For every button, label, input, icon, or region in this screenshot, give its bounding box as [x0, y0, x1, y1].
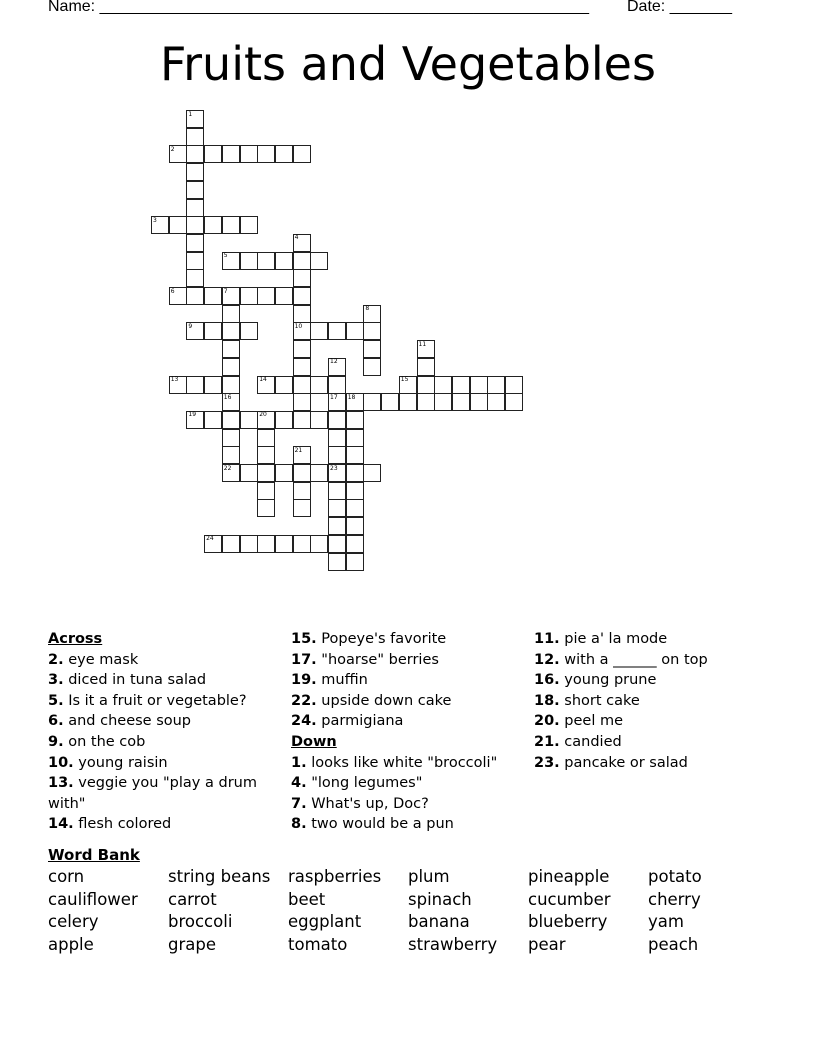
grid-cell[interactable]	[257, 482, 275, 500]
down-clue	[534, 650, 774, 671]
down-clue	[534, 753, 774, 774]
clue-text: "hoarse" berries	[321, 651, 439, 668]
clue-number: 5	[223, 252, 228, 260]
clue-number: 21	[294, 446, 303, 454]
grid-cell[interactable]	[452, 393, 470, 411]
grid-cell[interactable]	[363, 322, 381, 340]
across-clue	[48, 814, 288, 835]
grid-cell[interactable]	[293, 269, 311, 287]
grid-cell[interactable]	[222, 535, 240, 553]
clue-text: young raisin	[78, 754, 168, 771]
grid-cell[interactable]	[293, 145, 311, 163]
grid-cell[interactable]	[204, 287, 222, 305]
grid-cell[interactable]	[257, 287, 275, 305]
grid-cell[interactable]	[186, 269, 204, 287]
grid-cell[interactable]	[186, 145, 204, 163]
word-bank-item: banana	[408, 912, 470, 932]
word-bank-item: broccoli	[168, 912, 233, 932]
clue-text: eye mask	[68, 651, 139, 668]
grid-cell[interactable]	[186, 287, 204, 305]
grid-cell[interactable]	[328, 553, 346, 571]
clue-text: pie a' la mode	[564, 631, 668, 647]
grid-cell[interactable]	[293, 358, 311, 376]
grid-cell[interactable]	[257, 429, 275, 447]
grid-cell[interactable]	[363, 393, 381, 411]
grid-cell[interactable]	[293, 411, 311, 429]
word-bank-item: blueberry	[528, 912, 608, 932]
clue-number: 7.	[291, 795, 307, 812]
clue-text: Popeye's favorite	[321, 631, 447, 647]
grid-cell[interactable]	[310, 376, 328, 394]
grid-cell[interactable]	[222, 376, 240, 394]
clue-number: 16	[223, 393, 232, 401]
clue-number: 14	[259, 376, 267, 383]
grid-cell[interactable]	[293, 340, 311, 358]
grid-cell[interactable]	[346, 517, 364, 535]
clue-number: 22.	[291, 692, 317, 709]
clue-text: upside down cake	[321, 692, 452, 709]
clue-number: 10	[294, 322, 303, 330]
grid-cell[interactable]	[310, 464, 328, 482]
date-label: Date:	[627, 0, 666, 15]
grid-cell[interactable]	[240, 287, 258, 305]
clue-number: 1	[188, 110, 193, 118]
grid-cell[interactable]	[399, 393, 417, 411]
grid-cell[interactable]	[293, 482, 311, 500]
clues-column-1	[48, 629, 288, 835]
grid-cell[interactable]	[487, 376, 505, 394]
grid-cell[interactable]	[240, 322, 258, 340]
name-label: Name:	[48, 0, 96, 15]
word-bank-heading: Word Bank	[48, 846, 140, 864]
grid-cell[interactable]	[222, 305, 240, 323]
grid-cell[interactable]	[434, 393, 452, 411]
grid-cell[interactable]	[505, 393, 523, 411]
down-clue	[534, 732, 774, 753]
clue-number: 13.	[48, 775, 74, 792]
clue-number: 20.	[534, 713, 560, 730]
grid-cell[interactable]	[222, 340, 240, 358]
clue-number: 15.	[291, 631, 317, 647]
clue-number: 12.	[534, 651, 560, 668]
clue-number: 2	[170, 145, 175, 153]
clue-text: on the cob	[68, 733, 146, 750]
down-heading: Down	[291, 733, 337, 750]
grid-cell[interactable]	[417, 358, 435, 376]
grid-cell[interactable]	[275, 411, 293, 429]
grid-cell[interactable]	[186, 252, 204, 270]
grid-cell[interactable]	[240, 252, 258, 270]
across-clue	[291, 711, 531, 732]
word-bank-item: corn	[48, 867, 85, 886]
grid-cell[interactable]	[293, 393, 311, 411]
clue-number: 21.	[534, 733, 560, 750]
word-bank-item: potato	[648, 867, 702, 886]
down-clue	[291, 794, 531, 815]
down-clue	[291, 753, 531, 774]
clue-number: 12	[330, 358, 338, 366]
clue-text: young prune	[564, 672, 657, 689]
clue-text: diced in tuna salad	[68, 672, 207, 689]
grid-cell[interactable]	[293, 305, 311, 323]
grid-cell[interactable]	[346, 429, 364, 447]
name-line: _______________________________________________________	[99, 0, 589, 15]
grid-cell[interactable]	[470, 376, 488, 394]
grid-cell[interactable]	[310, 411, 328, 429]
grid-cell[interactable]	[310, 535, 328, 553]
grid-cell[interactable]	[346, 499, 364, 517]
across-clue	[48, 670, 288, 691]
grid-cell[interactable]	[204, 376, 222, 394]
across-clue	[48, 732, 288, 753]
word-bank-item: spinach	[408, 889, 472, 909]
clue-text: short cake	[564, 692, 640, 709]
grid-cell[interactable]	[470, 393, 488, 411]
grid-cell[interactable]	[381, 393, 399, 411]
clue-text: "long legumes"	[311, 775, 423, 792]
clue-text: veggie you "play a drum with"	[48, 775, 257, 812]
word-bank-item: raspberries	[288, 867, 382, 886]
clue-number: 8.	[291, 816, 307, 833]
grid-cell[interactable]	[222, 216, 240, 234]
clue-text: Is it a fruit or vegetable?	[68, 692, 247, 709]
name-field[interactable]	[48, 0, 589, 16]
clues-column-2	[291, 629, 531, 835]
grid-cell[interactable]	[257, 499, 275, 517]
down-clue	[291, 773, 531, 794]
down-clue	[534, 629, 774, 650]
grid-cell[interactable]	[346, 322, 364, 340]
clue-number: 24	[206, 535, 214, 543]
across-clue	[48, 691, 288, 712]
clue-number: 20	[259, 411, 267, 419]
grid-cell[interactable]	[275, 287, 293, 305]
across-clue	[48, 753, 288, 774]
grid-cell[interactable]	[204, 216, 222, 234]
clue-number: 11.	[534, 631, 560, 647]
clue-number: 7	[223, 287, 228, 295]
clue-number: 22	[223, 464, 232, 472]
down-clue	[534, 670, 774, 691]
grid-cell[interactable]	[204, 411, 222, 429]
grid-cell[interactable]	[293, 252, 311, 270]
grid-cell[interactable]	[328, 429, 346, 447]
clue-number: 6	[170, 287, 175, 295]
grid-cell[interactable]	[204, 322, 222, 340]
clue-text: What's up, Doc?	[311, 795, 429, 812]
grid-cell[interactable]	[434, 376, 452, 394]
clue-number: 1.	[291, 754, 307, 771]
across-heading: Across	[48, 631, 103, 647]
clue-number: 13	[170, 376, 179, 383]
page-title: Fruits and Vegetables	[160, 37, 656, 91]
clue-number: 3.	[48, 672, 64, 689]
grid-cell[interactable]	[275, 145, 293, 163]
grid-cell[interactable]	[240, 216, 258, 234]
grid-cell[interactable]	[222, 322, 240, 340]
clue-text: candied	[564, 733, 622, 750]
clue-number: 14.	[48, 816, 74, 833]
grid-cell[interactable]	[293, 464, 311, 482]
clue-text: with a ______ on top	[564, 651, 708, 668]
across-clue	[291, 670, 531, 691]
clue-number: 15	[400, 376, 409, 383]
grid-cell[interactable]	[487, 393, 505, 411]
clue-number: 9	[188, 322, 193, 330]
grid-cell[interactable]	[328, 322, 346, 340]
grid-cell[interactable]	[186, 163, 204, 181]
word-bank-item: cauliflower	[48, 889, 138, 909]
word-bank-item: pear	[528, 935, 566, 955]
grid-cell[interactable]	[186, 181, 204, 199]
grid-cell[interactable]	[328, 446, 346, 464]
word-bank-item: strawberry	[408, 935, 498, 955]
grid-cell[interactable]	[346, 464, 364, 482]
word-bank-item: cucumber	[528, 889, 611, 909]
grid-cell[interactable]	[186, 128, 204, 146]
grid-cell[interactable]	[257, 145, 275, 163]
grid-cell[interactable]	[346, 482, 364, 500]
grid-cell[interactable]	[257, 464, 275, 482]
grid-cell[interactable]	[204, 145, 222, 163]
grid-cell[interactable]	[363, 464, 381, 482]
word-bank-item: yam	[648, 912, 684, 932]
grid-cell[interactable]	[186, 234, 204, 252]
grid-cell[interactable]	[257, 446, 275, 464]
across-clue	[291, 650, 531, 671]
across-clue	[48, 711, 288, 732]
word-bank-item: pineapple	[528, 867, 610, 886]
clue-number: 4.	[291, 775, 307, 792]
clue-number: 23	[330, 464, 338, 472]
clue-text: looks like white "broccoli"	[311, 754, 498, 771]
clue-number: 2.	[48, 651, 64, 668]
clue-text: two would be a pun	[311, 816, 454, 833]
clue-number: 17	[330, 393, 338, 401]
word-bank-item: plum	[408, 867, 450, 886]
grid-cell[interactable]	[346, 553, 364, 571]
clue-text: flesh colored	[78, 816, 172, 833]
grid-cell[interactable]	[328, 499, 346, 517]
grid-cell[interactable]	[310, 252, 328, 270]
word-bank-item: tomato	[288, 935, 348, 955]
grid-cell[interactable]	[328, 517, 346, 535]
grid-cell[interactable]	[293, 535, 311, 553]
grid-cell[interactable]	[328, 411, 346, 429]
word-bank-item: cherry	[648, 889, 701, 909]
clue-number: 8	[365, 305, 370, 313]
grid-cell[interactable]	[293, 376, 311, 394]
across-clue	[48, 650, 288, 671]
grid-cell[interactable]	[417, 376, 435, 394]
grid-cell[interactable]	[310, 322, 328, 340]
grid-cell[interactable]	[169, 216, 187, 234]
grid-cell[interactable]	[417, 393, 435, 411]
grid-cell[interactable]	[363, 340, 381, 358]
grid-cell[interactable]	[222, 429, 240, 447]
date-field[interactable]	[627, 0, 732, 16]
grid-cell[interactable]	[186, 376, 204, 394]
grid-cell[interactable]	[275, 535, 293, 553]
grid-cell[interactable]	[222, 446, 240, 464]
grid-cell[interactable]	[275, 464, 293, 482]
word-bank-item: carrot	[168, 889, 217, 909]
grid-cell[interactable]	[346, 446, 364, 464]
clue-text: parmigiana	[321, 713, 404, 730]
word-bank-item: celery	[48, 912, 99, 932]
grid-cell[interactable]	[222, 411, 240, 429]
down-clue	[534, 691, 774, 712]
grid-cell[interactable]	[293, 499, 311, 517]
across-clue	[291, 629, 531, 650]
down-clue	[291, 814, 531, 835]
word-bank-item: apple	[48, 935, 94, 955]
grid-cell[interactable]	[222, 145, 240, 163]
clue-number: 10.	[48, 754, 74, 771]
clues-column-3	[534, 629, 774, 773]
clue-number: 4	[294, 234, 299, 242]
grid-cell[interactable]	[275, 376, 293, 394]
grid-cell[interactable]	[240, 535, 258, 553]
grid-cell[interactable]	[328, 376, 346, 394]
clue-number: 23.	[534, 754, 560, 771]
across-clue	[291, 691, 531, 712]
word-bank-item: grape	[168, 935, 216, 955]
word-bank-item: beet	[288, 889, 326, 909]
grid-cell[interactable]	[346, 535, 364, 553]
date-line: _______	[669, 0, 732, 15]
grid-cell[interactable]	[222, 358, 240, 376]
word-bank	[48, 867, 788, 958]
word-bank-item: string beans	[168, 867, 271, 886]
grid-cell[interactable]	[346, 411, 364, 429]
down-clue	[534, 711, 774, 732]
clue-text: and cheese soup	[68, 713, 192, 730]
clue-number: 18.	[534, 692, 560, 709]
clue-text: pancake or salad	[564, 754, 688, 771]
clue-number: 3	[153, 216, 157, 224]
grid-cell[interactable]	[240, 411, 258, 429]
grid-cell[interactable]	[363, 358, 381, 376]
grid-cell[interactable]	[257, 252, 275, 270]
grid-cell[interactable]	[505, 376, 523, 394]
grid-cell[interactable]	[240, 145, 258, 163]
grid-cell[interactable]	[452, 376, 470, 394]
clue-number: 9.	[48, 733, 64, 750]
grid-cell[interactable]	[186, 216, 204, 234]
clue-number: 18	[347, 393, 356, 401]
clue-number: 16.	[534, 672, 560, 689]
grid-cell[interactable]	[275, 252, 293, 270]
grid-cell[interactable]	[328, 482, 346, 500]
grid-cell[interactable]	[186, 199, 204, 217]
clue-text: muffin	[321, 672, 368, 689]
grid-cell[interactable]	[240, 464, 258, 482]
clue-number: 24.	[291, 713, 317, 730]
grid-cell[interactable]	[257, 535, 275, 553]
clue-number: 17.	[291, 651, 317, 668]
clue-number: 6.	[48, 713, 64, 730]
grid-cell[interactable]	[328, 535, 346, 553]
word-bank-item: eggplant	[288, 912, 362, 932]
clue-number: 19	[188, 411, 197, 419]
grid-cell[interactable]	[293, 287, 311, 305]
across-clue	[48, 773, 288, 814]
word-bank-item: peach	[648, 935, 699, 955]
clue-number: 11	[418, 340, 427, 348]
clue-number: 5.	[48, 692, 64, 709]
clue-number: 19.	[291, 672, 317, 689]
clue-text: peel me	[564, 713, 624, 730]
